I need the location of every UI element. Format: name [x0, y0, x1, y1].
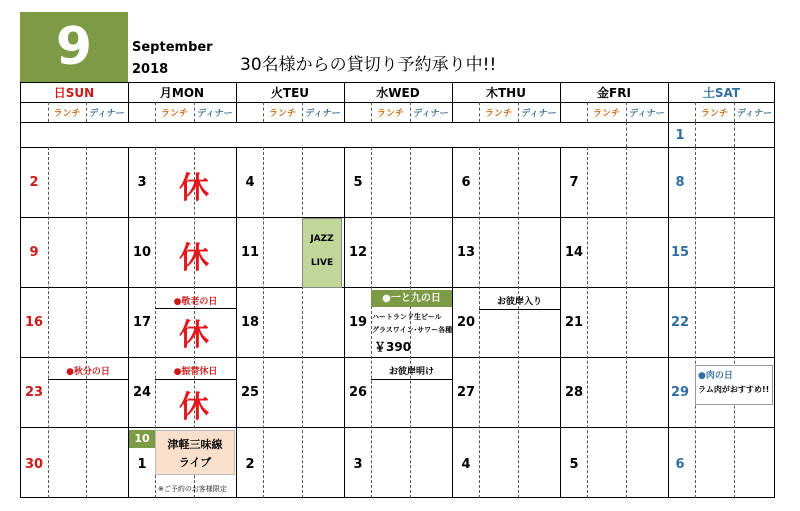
day-number: 1 — [675, 128, 685, 143]
holiday-furikae: ●振替休日 — [173, 367, 218, 377]
grid-line — [20, 147, 775, 148]
event-underline — [155, 379, 236, 380]
day-number: 3 — [137, 175, 147, 190]
grid-line — [20, 427, 775, 428]
closed-mark: 休 — [179, 318, 209, 353]
niku-day: ●肉の日 — [698, 371, 733, 381]
event-underline — [48, 379, 128, 380]
holiday-shubun: ●秋分の日 — [66, 367, 110, 377]
day-number: 10 — [132, 245, 152, 260]
day-number: 5 — [353, 175, 363, 190]
lunch-dinner-divider — [626, 147, 627, 498]
event-underline — [479, 309, 560, 310]
dinner-label: ディナー — [89, 109, 125, 119]
day-number: 17 — [132, 315, 152, 330]
day-number: 2 — [245, 457, 255, 472]
day-number: 2 — [29, 175, 39, 190]
day-number: 24 — [132, 385, 152, 400]
day-number: 18 — [240, 315, 260, 330]
lunch-dinner-divider — [410, 147, 411, 498]
dinner-label: ディナー — [413, 109, 449, 119]
ichikyu-detail-beer: ハートランド生ビール — [372, 313, 442, 321]
lunch-dinner-divider — [734, 147, 735, 498]
lunch-label: ランチ — [268, 109, 296, 119]
weekday-fri: 金FRI — [597, 86, 631, 100]
dinner-label: ディナー — [521, 109, 557, 119]
niku-detail: ラム肉がおすすめ!! — [698, 385, 770, 394]
ichikyu-price: ￥390 — [374, 340, 412, 354]
ichikyu-detail-wine: グラスワイン･サワー各種 — [372, 326, 453, 334]
day-number: 4 — [245, 175, 255, 190]
lunch-dinner-divider — [48, 147, 49, 498]
event-underline — [155, 308, 236, 309]
day-number: 8 — [675, 175, 685, 190]
month-name: September — [132, 40, 213, 55]
day-number: 26 — [348, 385, 368, 400]
day-number: 12 — [348, 245, 368, 260]
holiday-keiro: ●敬老の日 — [173, 297, 218, 307]
tsugaru-line2: ライブ — [178, 456, 212, 469]
weekday-sun: 日SUN — [53, 86, 95, 100]
day-number: 16 — [24, 315, 44, 330]
day-number: 1 — [137, 457, 147, 472]
day-number: 27 — [456, 385, 476, 400]
closed-mark: 休 — [179, 390, 209, 425]
dinner-label: ディナー — [629, 109, 665, 119]
closed-mark: 休 — [179, 171, 209, 206]
lunch-label: ランチ — [700, 109, 728, 119]
day-number: 14 — [564, 245, 584, 260]
dinner-label: ディナー — [736, 109, 773, 119]
lunch-dinner-divider — [86, 147, 87, 498]
grid-line — [20, 122, 775, 123]
day-number: 28 — [564, 385, 584, 400]
grid-line — [20, 102, 775, 103]
weekday-sat: 土SAT — [702, 86, 741, 100]
day-number: 22 — [670, 315, 690, 330]
october-badge: 10 — [129, 430, 155, 448]
weekday-tue: 火TEU — [270, 86, 310, 100]
month-badge: 9 — [20, 12, 128, 82]
weekday-wed: 水WED — [376, 86, 420, 100]
lunch-dinner-divider — [695, 122, 696, 147]
day-number: 7 — [569, 175, 579, 190]
grid-line — [20, 287, 775, 288]
reservation-notice: 30名様からの貸切り予約承り中!! — [240, 55, 497, 75]
day-number: 9 — [29, 245, 39, 260]
lunch-dinner-divider — [734, 122, 735, 147]
day-number: 15 — [670, 245, 690, 260]
day-number: 21 — [564, 315, 584, 330]
jazz-line2: LIVE — [310, 258, 334, 268]
grid-line — [20, 217, 775, 218]
day-number: 20 — [456, 315, 476, 330]
lunch-dinner-divider — [626, 122, 627, 147]
tsugaru-shamisen-event — [155, 430, 235, 475]
lunch-label: ランチ — [592, 109, 620, 119]
weekday-mon: 月MON — [159, 86, 205, 100]
day-number: 11 — [240, 245, 260, 260]
tsugaru-line1: 津軽三味線 — [167, 438, 223, 451]
niku-day-box — [695, 365, 773, 405]
year: 2018 — [132, 62, 169, 77]
day-number: 4 — [461, 457, 471, 472]
closed-mark: 休 — [179, 241, 209, 276]
grid-line — [20, 357, 775, 358]
day-number: 6 — [675, 457, 685, 472]
day-number: 5 — [569, 457, 579, 472]
day-number: 19 — [348, 315, 368, 330]
day-number: 13 — [456, 245, 476, 260]
dinner-label: ディナー — [197, 109, 233, 119]
day-number: 3 — [353, 457, 363, 472]
day-number: 25 — [240, 385, 260, 400]
ichikyu-day-banner: ●一と九の日 — [371, 290, 452, 307]
day-number: 23 — [24, 385, 44, 400]
lunch-label: ランチ — [484, 109, 512, 119]
reservation-only-note: ※ご予約のお客様限定 — [158, 485, 227, 493]
dinner-label: ディナー — [305, 109, 341, 119]
higan-start: お彼岸入り — [496, 297, 542, 307]
lunch-dinner-divider — [695, 147, 696, 498]
lunch-label: ランチ — [376, 109, 404, 119]
lunch-label: ランチ — [53, 109, 81, 119]
day-number: 29 — [670, 385, 690, 400]
lunch-dinner-divider — [518, 147, 519, 498]
lunch-dinner-divider — [302, 147, 303, 498]
lunch-label: ランチ — [160, 109, 188, 119]
grid-line — [668, 82, 669, 498]
event-underline — [371, 379, 452, 380]
weekday-thu: 木THU — [486, 86, 526, 100]
day-number: 30 — [24, 457, 44, 472]
day-number: 6 — [461, 175, 471, 190]
jazz-line1: JAZZ — [310, 234, 334, 244]
higan-end: お彼岸明け — [388, 367, 434, 377]
jazz-live-event — [302, 218, 342, 288]
